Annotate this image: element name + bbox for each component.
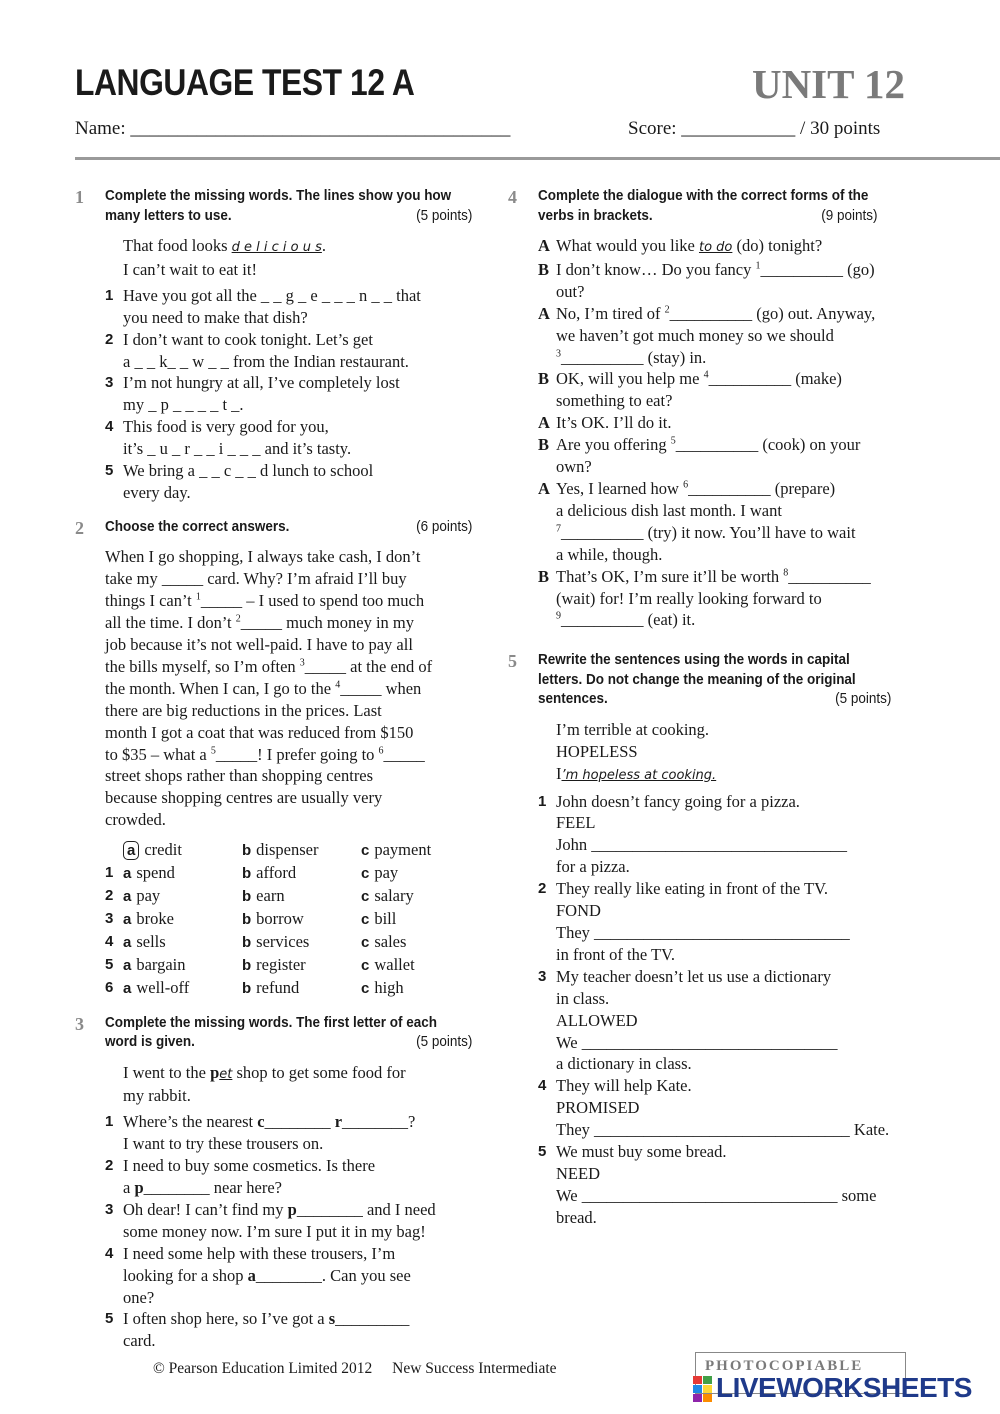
- score-field: Score: ____________ / 30 points: [628, 118, 881, 139]
- question-item: 1 John doesn’t fancy going for a pizza. FEEL John _______________________________ for a pizza.: [538, 791, 848, 877]
- dialogue-line: B OK, will you help me $^4$__________ (make) something to eat?: [538, 369, 842, 411]
- section-points: (5 points): [416, 207, 473, 224]
- section-1: [75, 187, 473, 504]
- footer: [153, 1360, 573, 1378]
- question-item: 2 They really like eating in front of the TV. FOND They _______________________________ in front of the TV.: [538, 879, 850, 964]
- header-divider: [75, 157, 1000, 160]
- left-column: [75, 187, 473, 1366]
- section-number: 2: [75, 517, 84, 538]
- dialogue-line: B That’s OK, I’m sure it’ll be worth $^8$__________ (wait) for! I’m really looking forward to $^9$__________ (eat) it.: [538, 566, 871, 630]
- question-item: 3 I’m not hungry at all, I’ve completely lost my _ p _ _ _ _ t _.: [105, 373, 400, 415]
- dialogue-line: A What would you like to do (do) tonight?: [538, 236, 823, 255]
- question-item: 2 I don’t want to cook tonight. Let’s get a _ _ k_ _ w _ _ from the Indian restaurant.: [105, 329, 409, 371]
- dialogue-line: A It’s OK. I’ll do it.: [538, 413, 672, 433]
- example-answer: ’m hopeless at cooking.: [561, 767, 717, 783]
- example: I’m terrible at cooking. HOPELESS I’m hopeless at cooking.: [556, 719, 717, 783]
- section-points: (6 points): [416, 518, 473, 535]
- options-row: 1 a spend b afford c pay: [105, 863, 399, 883]
- selected-option: a: [123, 841, 139, 860]
- liveworksheets-logo-icon: [693, 1376, 713, 1402]
- question-item: 3 Oh dear! I can’t find my p________ and I need some money now. I’m sure I put it in my bag!: [105, 1199, 436, 1241]
- options-row: 4 a sells b services c sales: [105, 931, 407, 951]
- question-item: 5 We bring a _ _ c _ _ d lunch to school every day.: [105, 461, 374, 502]
- section-instruction: Rewrite the sentences using the words in capital letters. Do not change the meaning of the original sentences. (5 points): [538, 651, 891, 710]
- question-item: 3 My teacher doesn’t let us use a dictionary in class. ALLOWED We _______________________________ a dictionary in class.: [538, 966, 838, 1074]
- question-item: 4 I need some help with these trousers, I’m looking for a shop a________. Can you see one?: [105, 1243, 411, 1307]
- section-number: 4: [508, 187, 517, 207]
- options-row: 5 a bargain b register c wallet: [105, 954, 415, 974]
- section-2: [75, 517, 473, 1000]
- test-title: LANGUAGE TEST 12 A: [75, 62, 415, 103]
- book-title: New Success Intermediate: [392, 1360, 557, 1377]
- answer-options: [105, 839, 465, 999]
- options-row: a credit b dispenser c payment: [105, 839, 465, 862]
- options-row: 2 a pay b earn c salary: [105, 885, 414, 905]
- question-item: 5 I often shop here, so I’ve got a s_________ card.: [105, 1309, 410, 1351]
- options-row: 6 a well-off b refund c high: [105, 977, 404, 997]
- question-item: 4 They will help Kate. PROMISED They _______________________________ Kate.: [538, 1076, 890, 1140]
- example: That food looks d e l i c i o u s. I can’t wait to eat it!: [123, 236, 327, 279]
- section-instruction: Complete the missing words. The first letter of each word is given. (5 points): [105, 1014, 472, 1053]
- section-3: [75, 1013, 473, 1353]
- section-points: (5 points): [835, 691, 892, 708]
- question-item: 1 Have you got all the _ _ g _ e _ _ _ n _ _ that you need to make that dish?: [105, 285, 421, 327]
- gap-text: When I go shopping, I always take cash, I don’t take my _____ card. Why? I’m afraid I’ll buy things I can’t $^1$_____ – I used to spend too much all the time. I don’t $^2$_____ much money in my job because it’s not well-paid. I have to pay all the bills myself, so I’m often $^3$_____ at the end of the month. When I can, I go to the $^4$_____ when there are big reductions in the prices. Last month I got a coat that was reduced from $150 to $35 – what a $^5$_____! I prefer going to $^6$_____ street shops rather than shopping centres because shopping centres are usually very crowded.: [105, 547, 433, 830]
- question-item: 1 Where’s the nearest c________ r________? I want to try these trousers on.: [105, 1112, 416, 1154]
- example-answer: d e l i c i o u s: [231, 240, 322, 255]
- section-number: 5: [508, 651, 517, 672]
- dialogue-line: A No, I’m tired of $^2$__________ (go) out. Anyway, we haven’t got much money so we should $^3$__________ (stay) in.: [538, 303, 876, 367]
- section-4: [508, 187, 908, 631]
- section-5: [508, 651, 908, 1228]
- dialogue-line: B Are you offering $^5$__________ (cook) on your own?: [538, 435, 861, 477]
- right-column: [508, 187, 908, 1243]
- copyright: © Pearson Education Limited 2012: [153, 1360, 373, 1377]
- section-instruction: Complete the missing words. The lines show you how many letters to use. (5 points): [105, 187, 472, 226]
- section-number: 1: [75, 187, 84, 207]
- options-row: 3 a broke b borrow c bill: [105, 908, 397, 928]
- example: I went to the pet shop to get some food for my rabbit.: [123, 1062, 406, 1106]
- example-answer: to do: [698, 240, 733, 255]
- section-points: (9 points): [821, 207, 878, 224]
- section-instruction: Complete the dialogue with the correct forms of the verbs in brackets. (9 points): [538, 187, 877, 226]
- dialogue-line: B I don’t know… Do you fancy $^1$__________ (go) out?: [538, 259, 875, 301]
- question-item: 5 We must buy some bread. NEED We _______________________________ some bread.: [538, 1142, 877, 1227]
- dialogue-line: A Yes, I learned how $^6$__________ (prepare) a delicious dish last month. I want $^7$__________ (try) it now. You’ll have to wait a while, though.: [538, 478, 856, 564]
- section-points: (5 points): [416, 1034, 473, 1050]
- liveworksheets-brand: LIVEWORKSHEETS: [716, 1372, 972, 1403]
- section-instruction: Choose the correct answers. (6 points): [105, 518, 472, 538]
- example-answer: et: [219, 1066, 233, 1082]
- section-number: 3: [75, 1013, 84, 1034]
- photocopiable-label: PHOTOCOPIABLE: [705, 1358, 864, 1374]
- question-item: 2 I need to buy some cosmetics. Is there a p________ near here?: [105, 1156, 376, 1198]
- name-field: Name: ________________________________________: [75, 118, 511, 139]
- unit-title: UNIT 12: [751, 61, 905, 107]
- question-item: 4 This food is very good for you, it’s _ u _ r _ _ i _ _ _ and it’s tasty.: [105, 417, 352, 459]
